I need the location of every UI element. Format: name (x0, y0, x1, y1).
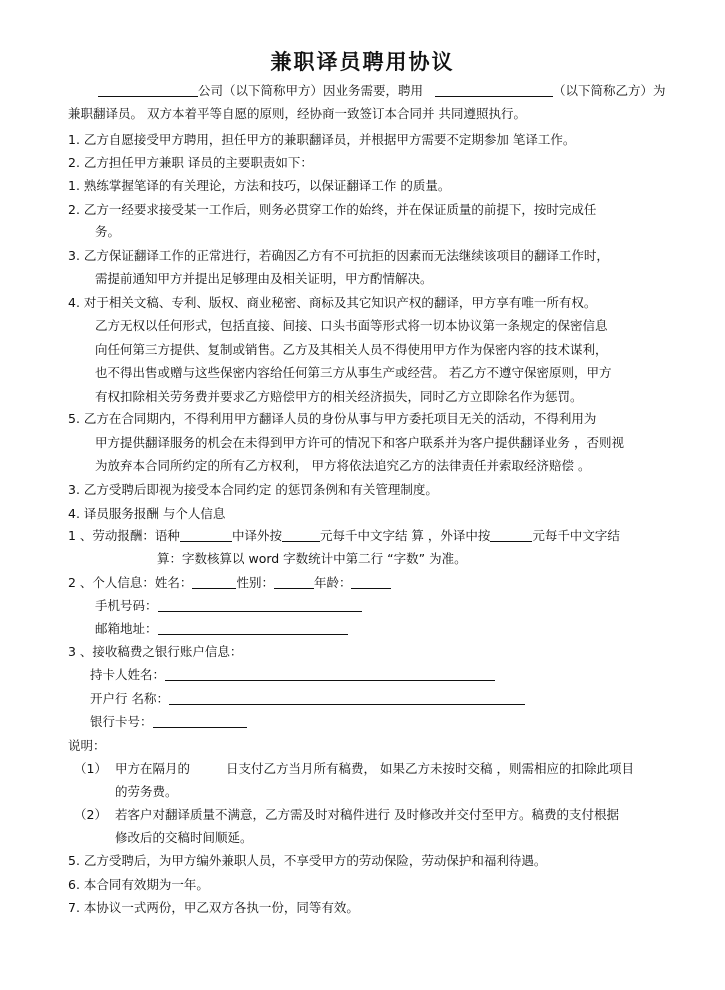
pay-foreign-to-zh-label: 元每千中文字结 算 ，外译中按 (319, 528, 491, 543)
card-label: 银行卡号： (90, 714, 153, 729)
gender-blank[interactable] (274, 574, 314, 589)
pay-language-label: 1 、劳动报酬：语种 (68, 528, 180, 543)
address-line (95, 620, 348, 638)
note-1-line-1 (115, 760, 634, 778)
note-2-line-1: 若客户对翻译质量不满意，乙方需及时对稿件进行 及时修改并交付至甲方。稿费的支付根据 (115, 807, 619, 822)
note-2-line-2: 修改后的交稿时间顺延。 (115, 830, 253, 845)
gender-label: 性别： (236, 575, 274, 590)
duty-2-line-1: 2. 乙方一经要求接受某一工作后，则务必贯穿工作的始终，并在保证质量的前提下，按时完成任 (68, 202, 597, 217)
note-1-text-a: 甲方在隔月的 (115, 761, 191, 776)
pay-line-1 (68, 527, 620, 545)
note-1-line-2: 的劳务费。 (115, 784, 178, 799)
intro-text-a: 公司（以下简称甲方）因业务需要，聘用 (198, 83, 424, 98)
duty-4-line-1: 4. 对于相关文稿、专利、版权、商业秘密、商标及其它知识产权的翻译，甲方享有唯一所有权。 (68, 295, 597, 310)
duty-5-line-1: 5. 乙方在合同期内，不得利用甲方翻译人员的身份从事与甲方委托项目无关的活动，不得利用为 (68, 411, 597, 426)
duty-4-line-4: 也不得出售或赠与这些保密内容给任何第三方从事生产或经营。 若乙方不遵守保密原则，甲方 (95, 365, 612, 380)
age-blank[interactable] (351, 574, 391, 589)
notes-heading: 说明： (68, 738, 106, 753)
duty-3-line-1: 3. 乙方保证翻译工作的正常进行，若确因乙方有不可抗拒的因素而无法继续该项目的翻译工作时， (68, 248, 609, 263)
phone-blank[interactable] (158, 597, 362, 612)
branch-line (90, 690, 525, 708)
foreign-to-zh-rate-blank[interactable] (490, 527, 532, 542)
name-blank[interactable] (192, 574, 236, 589)
personal-info-line (68, 574, 391, 592)
personal-name-label: 2 、个人信息：姓名： (68, 575, 193, 590)
note-1-text-b: 日支付乙方当月所有稿费， 如果乙方未按时交稿 ，则需相应的扣除此项目 (226, 761, 634, 776)
duty-2-line-2: 务。 (95, 224, 121, 239)
intro-text-b: （以下简称乙方）为 (553, 83, 666, 98)
bank-info-heading: 3 、接收稿费之银行账户信息： (68, 644, 243, 659)
clause-1: 1. 乙方自愿接受甲方聘用，担任甲方的兼职翻译员，并根据甲方需要不定期参加 笔译工作。 (68, 132, 576, 147)
clause-4: 4. 译员服务报酬 与个人信息 (68, 506, 226, 521)
branch-blank[interactable] (169, 690, 525, 705)
duty-4-line-2: 乙方无权以任何形式，包括直接、间接、口头书面等形式将一切本协议第一条规定的保密信息 (95, 318, 608, 333)
document-title: 兼职译员聘用协议 (270, 49, 455, 74)
duty-4-line-5: 有权扣除相关劳务费并要求乙方赔偿甲方的相关经济损失，同时乙方立即除名作为惩罚。 (95, 389, 583, 404)
note-2-number: （2） (74, 807, 107, 822)
duty-4-line-3: 向任何第三方提供、复制或销售。乙方及其相关人员不得使用甲方作为保密内容的技术谋利， (95, 342, 608, 357)
language-blank[interactable] (180, 527, 232, 542)
note-1-number: （1） (74, 761, 107, 776)
clause-6: 6. 本合同有效期为一年。 (68, 877, 209, 892)
intro-line-1 (98, 82, 666, 100)
duty-5-line-3: 为放弃本合同所约定的所有乙方权利， 甲方将依法追究乙方的法律责任并索取经济赔偿 。 (95, 458, 591, 473)
pay-zh-to-foreign-label: 中译外按 (231, 528, 282, 543)
clause-3: 3. 乙方受聘后即视为接受本合同约定 的惩罚条例和有关管理制度。 (68, 482, 438, 497)
company-name-blank[interactable] (98, 82, 198, 97)
holder-line (90, 666, 495, 684)
address-blank[interactable] (158, 620, 348, 635)
holder-label: 持卡人姓名： (90, 667, 166, 682)
zh-to-foreign-rate-blank[interactable] (282, 527, 320, 542)
duty-3-line-2: 需提前通知甲方并提出足够理由及相关证明，甲方酌情解决。 (95, 271, 433, 286)
phone-label: 手机号码： (95, 598, 158, 613)
phone-line (95, 597, 362, 615)
branch-label: 开户行 名称： (90, 691, 169, 706)
clause-5: 5. 乙方受聘后，为甲方编外兼职人员，不享受甲方的劳动保险，劳动保护和福利待遇。 (68, 853, 547, 868)
clause-7: 7. 本协议一式两份，甲乙双方各执一份，同等有效。 (68, 900, 359, 915)
duty-1: 1. 熟练掌握笔译的有关理论，方法和技巧，以保证翻译工作 的质量。 (68, 178, 451, 193)
translator-name-blank[interactable] (435, 82, 553, 97)
card-blank[interactable] (153, 713, 247, 728)
card-line (90, 713, 247, 731)
pay-line-2: 算：字数核算以 word 字数统计中第二行 “字数” 为准。 (157, 551, 467, 566)
intro-line-2: 兼职翻译员。 双方本着平等自愿的原则，经协商一致签订本合同并 共同遵照执行。 (68, 106, 526, 121)
address-label: 邮箱地址： (95, 621, 158, 636)
clause-2: 2. 乙方担任甲方兼职 译员的主要职责如下： (68, 155, 313, 170)
age-label: 年龄： (313, 575, 352, 590)
holder-blank[interactable] (165, 666, 495, 681)
pay-unit-label: 元每千中文字结 (532, 528, 620, 543)
duty-5-line-2: 甲方提供翻译服务的机会在未得到甲方许可的情况下和客户联系并为客户提供翻译业务 ，否则视 (95, 435, 624, 450)
